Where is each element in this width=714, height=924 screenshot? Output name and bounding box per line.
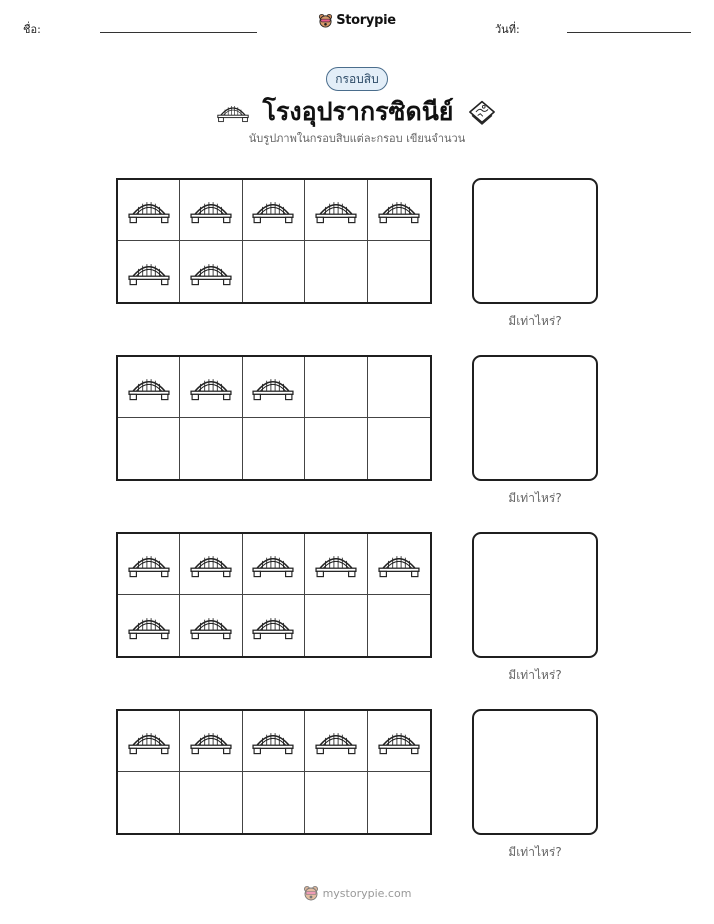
ten-frame-3 xyxy=(116,532,432,658)
bridge-icon xyxy=(190,373,232,401)
name-label: ชื่อ: xyxy=(23,23,41,36)
question-label-3: มีเท่าไหร่? xyxy=(508,668,562,682)
worksheet-type-badge: กรอบสิบ xyxy=(326,67,388,91)
frame-cell xyxy=(118,241,180,302)
bridge-icon xyxy=(128,727,170,755)
bridge-icon xyxy=(128,258,170,286)
frame-cell xyxy=(243,595,305,656)
frame-cell xyxy=(118,418,180,479)
frame-cell xyxy=(305,418,367,479)
bridge-icon xyxy=(128,612,170,640)
instructions: นับรูปภาพในกรอบสิบแต่ละกรอบ เขียนจำนวน xyxy=(248,132,466,145)
date-write-line[interactable] xyxy=(567,32,691,33)
frame-cell xyxy=(243,241,305,302)
frame-cell xyxy=(305,357,367,418)
question-label-2: มีเท่าไหร่? xyxy=(508,491,562,505)
bridge-icon xyxy=(315,727,357,755)
frame-cell xyxy=(368,711,430,772)
date-label: วันที่: xyxy=(495,23,520,36)
bridge-icon xyxy=(252,373,294,401)
page-title: โรงอุปรากรซิดนีย์ xyxy=(262,97,454,126)
ten-frame-2 xyxy=(116,355,432,481)
ten-frame-1 xyxy=(116,178,432,304)
frame-cell xyxy=(118,357,180,418)
frame-cell xyxy=(368,772,430,833)
bridge-icon xyxy=(252,196,294,224)
frame-cell xyxy=(118,711,180,772)
bridge-icon xyxy=(128,196,170,224)
frame-cell xyxy=(368,357,430,418)
frame-cell xyxy=(305,241,367,302)
frame-cell xyxy=(118,772,180,833)
answer-box-1[interactable] xyxy=(472,178,598,304)
bridge-icon xyxy=(378,550,420,578)
frame-cell xyxy=(368,595,430,656)
frame-cell xyxy=(180,357,242,418)
frame-cell xyxy=(180,595,242,656)
frame-cell xyxy=(243,772,305,833)
frame-cell xyxy=(368,241,430,302)
frame-cell xyxy=(368,418,430,479)
frame-cell xyxy=(118,595,180,656)
brand-logo xyxy=(0,13,714,28)
bridge-icon xyxy=(190,258,232,286)
bridge-icon xyxy=(378,196,420,224)
title-row xyxy=(0,92,714,132)
answer-box-4[interactable] xyxy=(472,709,598,835)
bear-icon xyxy=(318,13,333,28)
bear-icon xyxy=(303,885,319,901)
ten-frame-4 xyxy=(116,709,432,835)
frame-cell xyxy=(180,241,242,302)
frame-cell xyxy=(180,534,242,595)
bridge-icon xyxy=(128,373,170,401)
bridge-icon xyxy=(378,727,420,755)
frame-cell xyxy=(180,180,242,241)
question-label-1: มีเท่าไหร่? xyxy=(508,314,562,328)
bridge-icon xyxy=(190,727,232,755)
frame-cell xyxy=(243,180,305,241)
frame-cell xyxy=(368,180,430,241)
name-write-line[interactable] xyxy=(100,32,257,33)
bridge-icon xyxy=(315,550,357,578)
frame-cell xyxy=(243,357,305,418)
frame-cell xyxy=(243,711,305,772)
map-icon xyxy=(467,99,497,125)
bridge-icon xyxy=(128,550,170,578)
frame-cell xyxy=(180,772,242,833)
answer-box-2[interactable] xyxy=(472,355,598,481)
brand-name: Storypie xyxy=(336,13,396,28)
frame-cell xyxy=(118,180,180,241)
question-label-4: มีเท่าไหร่? xyxy=(508,845,562,859)
bridge-icon xyxy=(315,196,357,224)
frame-cell xyxy=(305,711,367,772)
frame-cell xyxy=(180,418,242,479)
frame-cell xyxy=(305,595,367,656)
frame-cell xyxy=(118,534,180,595)
bridge-icon xyxy=(190,612,232,640)
bridge-icon xyxy=(190,196,232,224)
bridge-icon xyxy=(217,101,249,123)
frame-cell xyxy=(305,534,367,595)
bridge-icon xyxy=(190,550,232,578)
frame-cell xyxy=(243,418,305,479)
footer xyxy=(0,885,714,901)
frame-cell xyxy=(180,711,242,772)
bridge-icon xyxy=(252,727,294,755)
bridge-icon xyxy=(252,612,294,640)
frame-cell xyxy=(368,534,430,595)
bridge-icon xyxy=(252,550,294,578)
frame-cell xyxy=(243,534,305,595)
frame-cell xyxy=(305,180,367,241)
footer-url: mystorypie.com xyxy=(322,886,412,900)
frame-cell xyxy=(305,772,367,833)
answer-box-3[interactable] xyxy=(472,532,598,658)
